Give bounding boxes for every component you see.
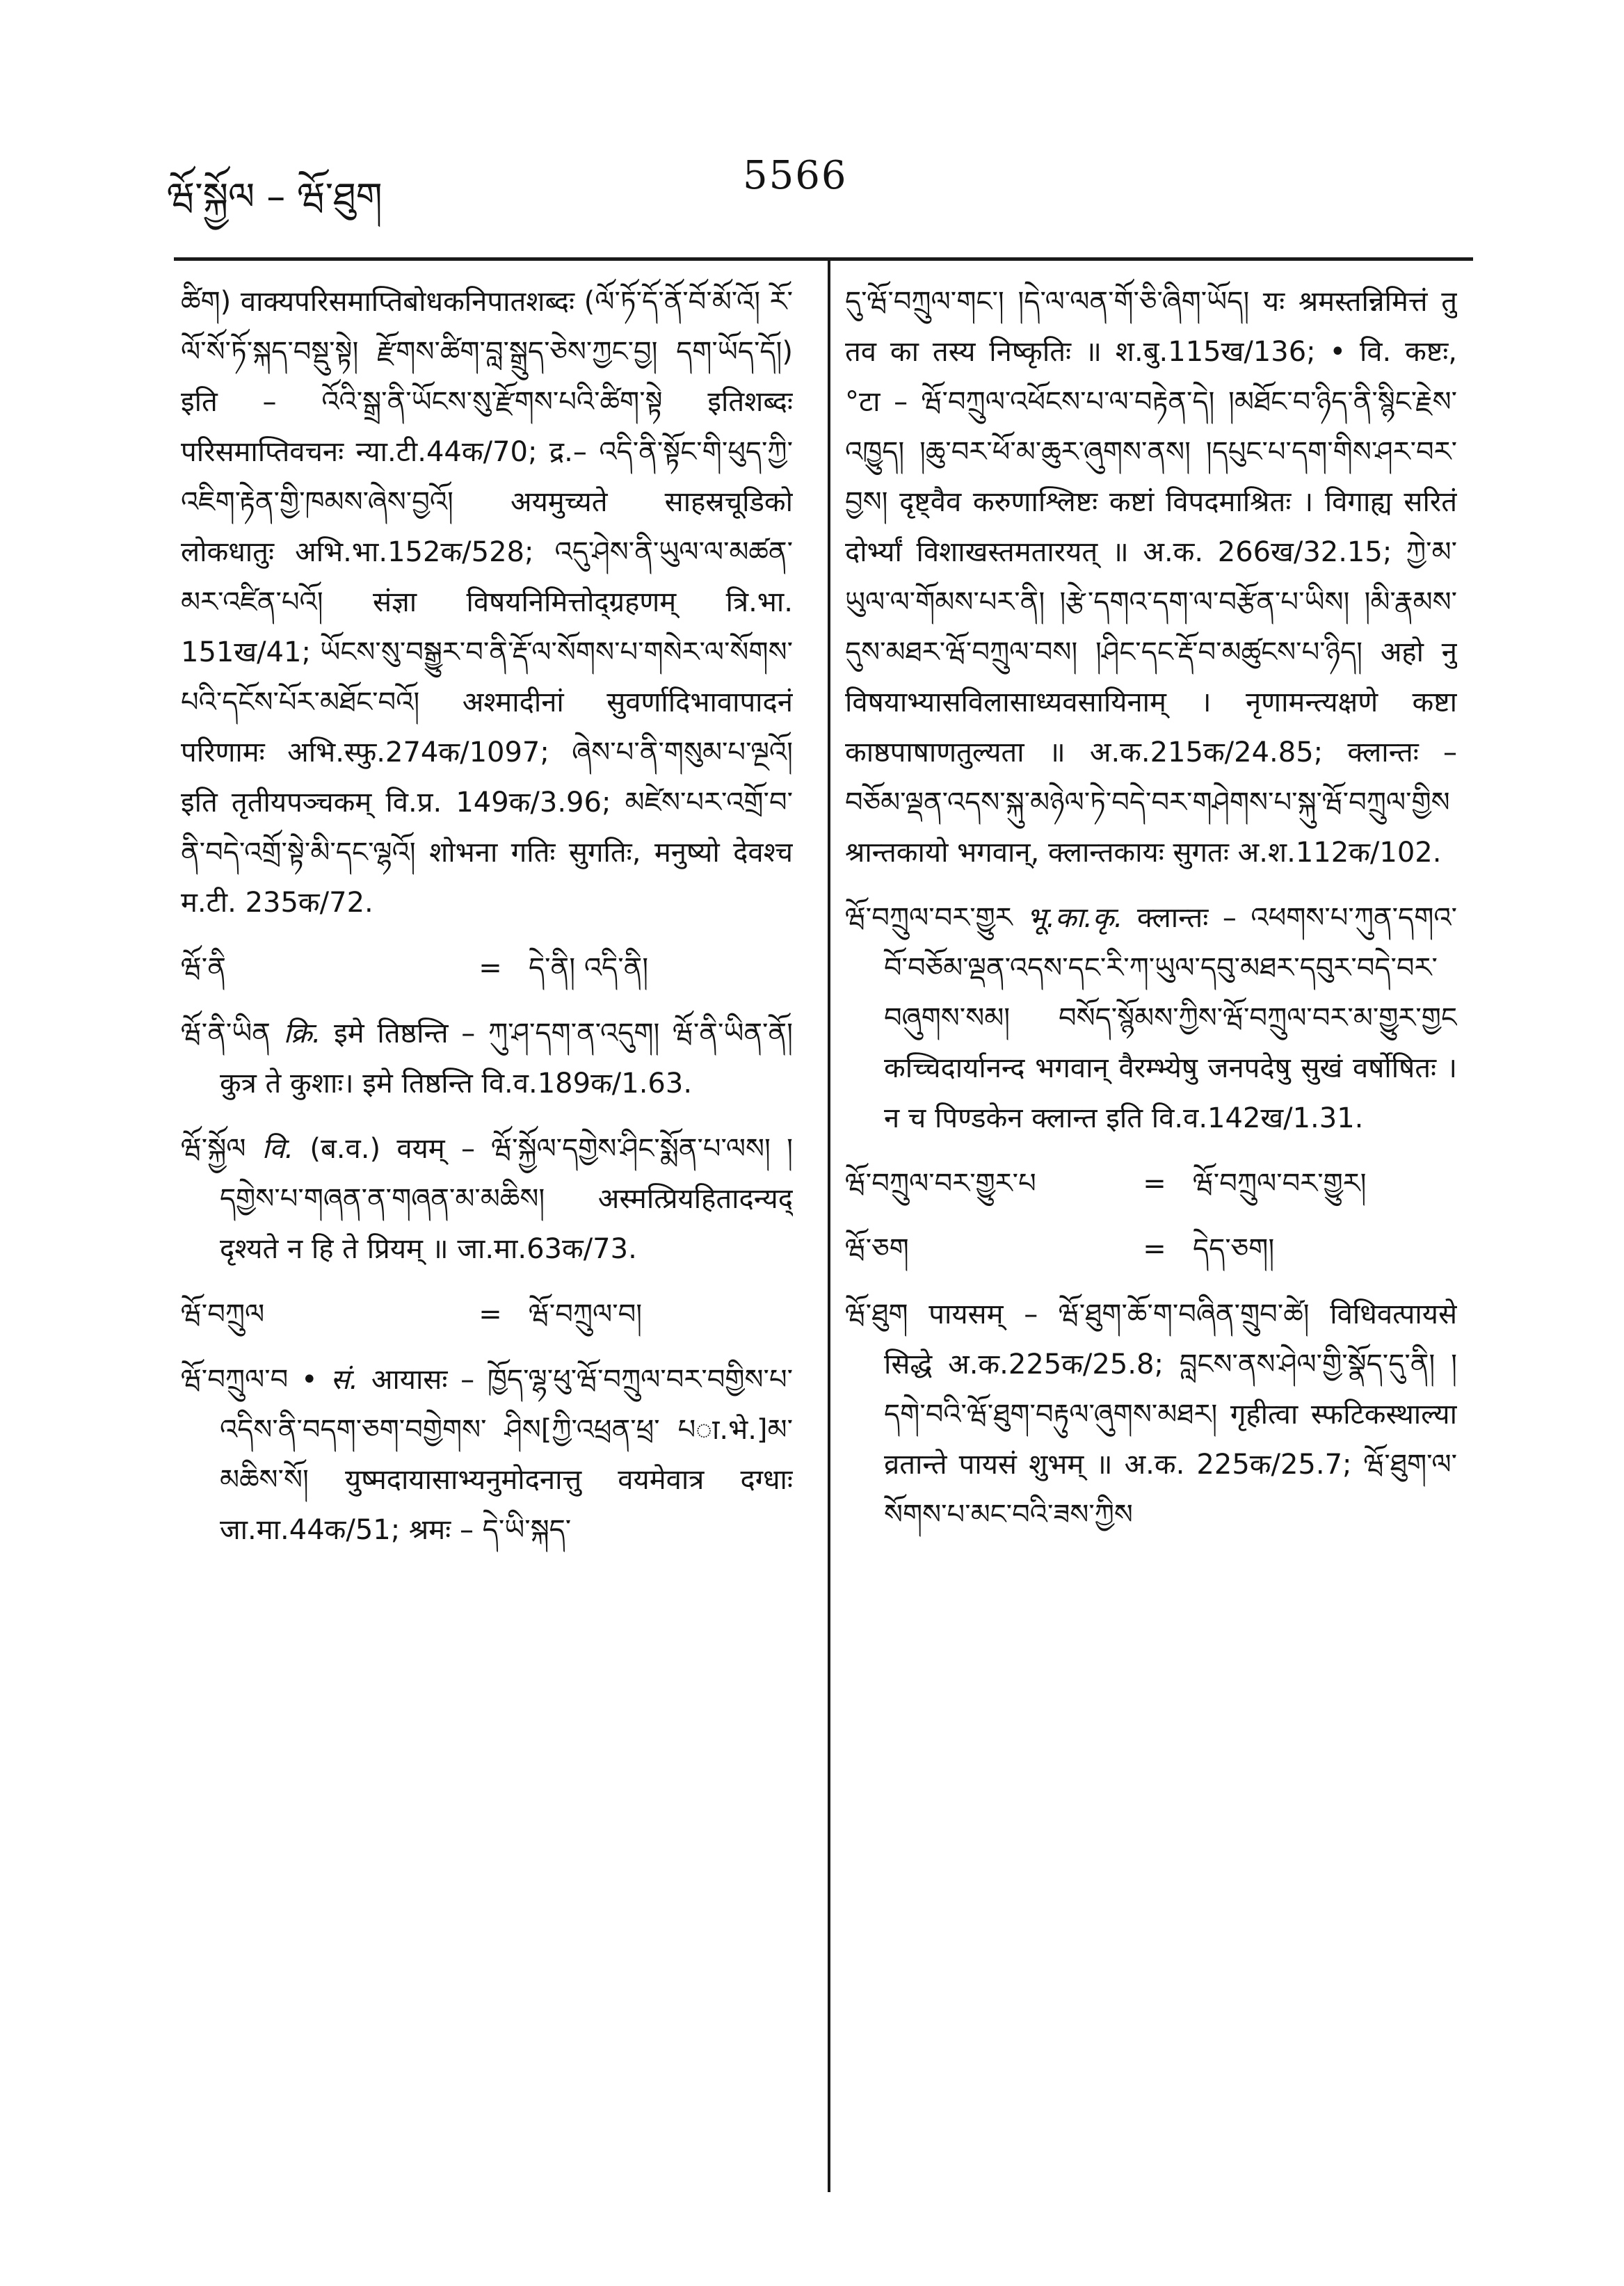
entry-continuation: ཚིག) वाक्यपरिसमाप्तिबोधकनिपातशब्दः (ལོ་ཏོ་དོ་ནོ་བོ་མོ་འོ། རོ་ལོ་སོ་ཏོ་སྐད་བསྡུ་སྟེ། རྫོགས་ཚིག་བླ་སྒྲུད་ཅེས་ཀྱང་བྱ། དག་ཡོད་དོ།) इति – འོའི་སྒྲ་ནི་ཡོངས་སུ་རྫོགས་པའི་ཚིག་སྟེ इतिशब्दः परिसमाप्तिवचनः न्या.टी.44क/70; द्र.– འདི་ནི་སྟོང་གི་ཕུད་ཀྱི་འཇིག་རྟེན་གྱི་ཁམས་ཞེས་བྱའོ། अयमुच्यते साहस्रचूडिको लोकधातुः अभि.भा.152क/528; འདུ་ཤེས་ནི་ཡུལ་ལ་མཚན་མར་འཛིན་པའོ། संज्ञा विषयनिमित्तोद्ग्रहणम् त्रि.भा. 151ख/41; ཡོངས་སུ་བསྒྱུར་བ་ནི་རྡོ་ལ་སོགས་པ་གསེར་ལ་སོགས་པའི་དངོས་པོར་མཐོང་བའོ། अश्मादीनां सुवर्णादिभावापादनं परिणामः अभि.स्फु.274क/1097; ཞེས་པ་ནི་གསུམ་པ་ལྔའོ། इति तृतीयपञ्चकम् वि.प्र. 149क/3.96; མཛེས་པར་འགྲོ་བ་ནི་བདེ་འགྲོ་སྟེ་མི་དང་ལྷའོ། शोभना गतिः सुगतिः, मनुष्यो देवश्च म.टी. 235क/72. — [181, 286, 793, 919]
headword: ཝོ་ཐུག — [845, 1298, 929, 1330]
equals-sign: = — [479, 952, 502, 984]
cross-reference-target: དེད་ཅག། — [1193, 1233, 1275, 1265]
dictionary-entry — [845, 1289, 1457, 1540]
dictionary-entry — [845, 893, 1457, 1143]
grammar-abbreviation: • सं. — [301, 1364, 359, 1396]
headword: ཝོ་ནི་ཡིན — [181, 1017, 284, 1049]
headword: ཝོ་ཅག — [845, 1233, 909, 1265]
headword: ཝོ་བཀྲུལ་བར་གྱུར — [845, 902, 1027, 934]
cross-reference-entry — [181, 1289, 793, 1339]
equals-sign: = — [479, 1298, 502, 1330]
dictionary-entry — [181, 1124, 793, 1274]
entry-body: क्लान्तः – འཕགས་པ་ཀུན་དགའ་བོ་བཅོམ་ལྡན་འདས་དང་རི་ཀ་ཡུལ་དབུ་མཐར་དབུར་བདེ་བར་བཞུགས་སམ། བསོད་སྙོམས་ཀྱིས་ཝོ་བཀྲུལ་བར་མ་གྱུར་གྱང कच्चिदार्यानन्द भगवान् वैरम्भ्येषु जनपदेषु सुखं वर्षोषितः । न च पिण्डकेन क्लान्त इति वि.व.142ख/1.31. — [884, 902, 1457, 1134]
grammar-abbreviation: वि. — [262, 1133, 294, 1165]
grammar-abbreviation: भू.का.कृ. — [1027, 902, 1123, 934]
entry-continuation: དུ་ཝོ་བཀྲུལ་གང་། །དེ་ལ་ལན་གོ་ཅི་ཞིག་ཡོད། यः श्रमस्तन्निमित्तं तु तव का तस्य निष्कृतिः ॥ श.बु.115ख/136; • वि. कष्टः, °टा – ཝོ་བཀྲུལ་འཕོངས་པ་ལ་བརྟེན་དེ། །མཐོང་བ་ཉིད་ནི་སྙིང་རྗེས་འཁྱུད། །ཆུ་བར་ཕོ་མ་ཆུར་ཞུགས་ནས། །དཔུང་པ་དག་གིས་ཤར་བར་བྱས། दृष्ट्वैव करुणाश्लिष्टः कष्टां विपदमाश्रितः । विगाह्य सरितं दोर्भ्यां विशाखस्तमतारयत् ॥ अ.क. 266ख/32.15; ཀྱེ་མ་ཡུལ་ལ་གོམས་པར་ནི། །རྩེ་དགའ་དག་ལ་བརྩོན་པ་ཡིས། །མི་རྣམས་དུས་མཐར་ཝོ་བཀྲུལ་བས། །ཤིང་དང་རྡོ་བ་མཚུངས་པ་ཉིད། अहो नु विषयाभ्यासविलासाध्यवसायिनाम् । नृणामन्त्यक्षणे कष्टा काष्ठपाषाणतुल्यता ॥ अ.क.215क/24.85; क्लान्तः – བཅོམ་ལྡན་འདས་སྐུ་མཉེལ་ཏེ་བདེ་བར་གཤེགས་པ་སྐུ་ཝོ་བཀྲུལ་གྱིས श्रान्तकायो भगवान्, क्लान्तकायः सुगतः अ.श.112क/102. — [845, 286, 1457, 869]
dictionary-entry — [181, 1008, 793, 1109]
headword: ཝོ་ནི — [181, 952, 226, 984]
column-divider — [828, 259, 830, 2192]
headword: ཝོ་བཀྲུལ — [181, 1298, 265, 1330]
entry-body: इमे तिष्ठन्ति – ཀུ་ཤ་དག་ན་འདུག། ཝོ་ནི་ཡིན་ནོ། कुत्र ते कुशाः। इमे तिष्ठन्ति वि.व.189क/1.63. — [220, 1017, 793, 1100]
entry-body: आयासः – ཁྱོད་ལྷ་ཕུ་ཝོ་བཀྲུལ་བར་བགྱིས་པ་འདིས་ནི་བདག་ཅག་བགྱེགས་ ཤིས[ཀྱི་འཕྲན་ཕྲ་ པा.भे.]མ་མཆིས་སོ། युष्मदायासाभ्यनुमोदनात्तु वयमेवात्र दग्धाः जा.मा.44क/51; श्रमः – དེ་ཡི་སྐད་ — [220, 1364, 793, 1546]
cross-reference-entry — [845, 1224, 1457, 1274]
entry-body: (ब.व.) वयम् – ཝོ་སྐྱོལ་དགྱེས་ཤིང་སྨོན་པ་ལས། །དགྱེས་པ་གཞན་ན་གཞན་མ་མཆིས། अस्मत्प्रियहितादन्यद् दृश्यते न हि ते प्रियम् ॥ जा.मा.63क/73. — [220, 1133, 793, 1265]
equals-sign: = — [1143, 1168, 1166, 1200]
left-column — [181, 277, 793, 2196]
cross-reference-entry — [181, 943, 793, 993]
header-rule — [174, 257, 1473, 261]
cross-reference-target: དེ་ནི། འདི་ནི། — [529, 952, 649, 984]
entry-body: पायसम् – ཝོ་ཐུག་ཆོ་ག་བཞིན་གྲུབ་ཚེ། विधिवत्पायसे सिद्धे अ.क.225क/25.8; བླངས་ནས་ཤེལ་གྱི་སྣོད་དུ་ནི། །དགེ་བའི་ཝོ་ཐུག་བརྟུལ་ཞུགས་མཐར། गृहीत्वा स्फटिकस्थाल्या व्रतान्ते पायसं शुभम् ॥ अ.क. 225क/25.7; ཝོ་ཐུག་ལ་སོགས་པ་མང་བའི་ཟས་ཀྱིས — [884, 1298, 1457, 1531]
headword: ཝོ་བཀྲུལ་བ — [181, 1364, 302, 1396]
headword: ཝོ་བཀྲུལ་བར་གྱུར་པ — [845, 1168, 1036, 1200]
cross-reference-entry — [845, 1159, 1457, 1209]
running-head: ཝོ་སྐྱོལ – ཝོ་ཐུག — [167, 175, 383, 218]
grammar-abbreviation: क्रि. — [283, 1017, 321, 1049]
dictionary-entry — [181, 1355, 793, 1555]
right-column — [845, 277, 1457, 2196]
page-number: 5566 — [743, 153, 848, 198]
cross-reference-target: ཝོ་བཀྲུལ་བ། — [529, 1298, 643, 1330]
headword: ཝོ་སྐྱོལ — [181, 1133, 262, 1165]
equals-sign: = — [1143, 1233, 1166, 1265]
cross-reference-target: ཝོ་བཀྲུལ་བར་གྱུར། — [1193, 1168, 1367, 1200]
